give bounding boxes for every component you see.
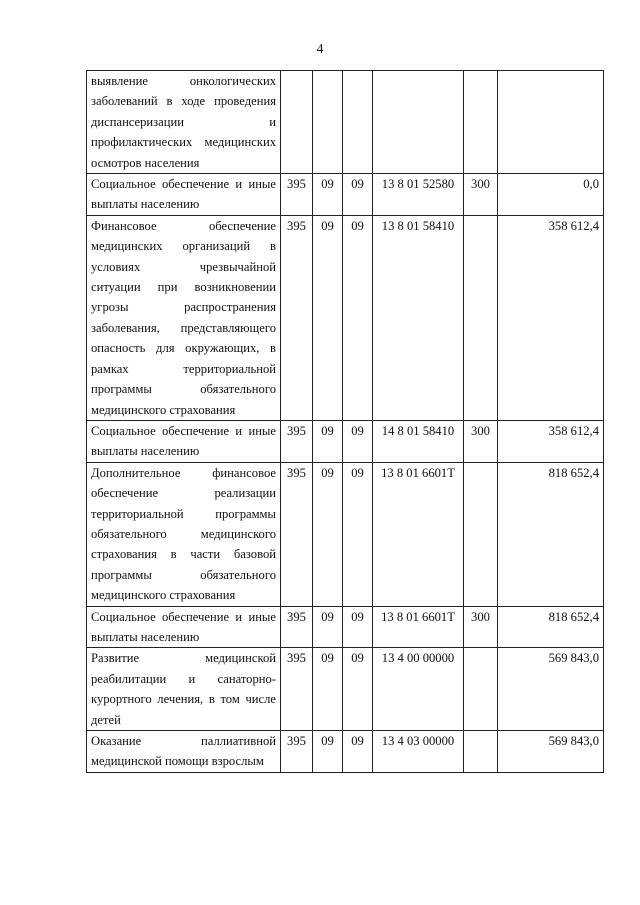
description-line: выплаты населению (91, 444, 200, 459)
amount-value: 569 843,0 (498, 731, 604, 773)
row-description (87, 462, 281, 606)
ministry-code: 395 (281, 648, 313, 731)
expense-type-code (464, 215, 498, 420)
description-line: ситуации при возникновении (91, 280, 276, 295)
description-line: осмотров населения (91, 155, 200, 170)
target-article-code: 13 4 00 00000 (373, 648, 464, 731)
description-line: Социальное обеспечение и иные (91, 423, 276, 438)
amount-value: 358 612,4 (498, 215, 604, 420)
amount-value: 569 843,0 (498, 648, 604, 731)
subsection-code: 09 (343, 462, 373, 606)
ministry-code: 395 (281, 174, 313, 216)
amount-value: 0,0 (498, 174, 604, 216)
description-line: страхования в части базовой (91, 547, 276, 562)
description-line: обеспечение реализации (91, 486, 276, 501)
description-line: территориальной программы (91, 506, 276, 521)
row-description (87, 174, 281, 216)
description-line: детей (91, 712, 121, 727)
description-line: Дополнительное финансовое (91, 465, 276, 480)
description-line: профилактических медицинских (91, 135, 276, 150)
description-line: медицинского страхования (91, 402, 236, 417)
description-line: медицинских организаций в (91, 239, 276, 254)
description-line: курортного лечения, в том числе (91, 692, 276, 707)
table-row (87, 174, 604, 216)
row-description (87, 420, 281, 462)
subsection-code: 09 (343, 606, 373, 648)
table-row (87, 462, 604, 606)
expense-type-code (464, 731, 498, 773)
description-line: медицинской помощи взрослым (91, 754, 264, 769)
subsection-code: 09 (343, 648, 373, 731)
target-article-code: 13 4 03 00000 (373, 731, 464, 773)
expense-type-code (464, 462, 498, 606)
description-line: опасность для окружающих, в (91, 341, 276, 356)
table-row (87, 420, 604, 462)
expense-type-code: 300 (464, 174, 498, 216)
table-row (87, 731, 604, 773)
section-code: 09 (313, 420, 343, 462)
row-description (87, 215, 281, 420)
subsection-code: 09 (343, 731, 373, 773)
target-article-code: 13 8 01 52580 (373, 174, 464, 216)
section-code: 09 (313, 731, 343, 773)
row-description (87, 606, 281, 648)
description-line: условиях чрезвычайной (91, 259, 276, 274)
description-line: Развитие медицинской (91, 651, 276, 666)
row-description (87, 71, 281, 174)
description-line: диспансеризации и (91, 114, 276, 129)
target-article-code: 13 8 01 6601Т (373, 606, 464, 648)
table-row (87, 215, 604, 420)
amount-value: 818 652,4 (498, 462, 604, 606)
subsection-code: 09 (343, 215, 373, 420)
ministry-code: 395 (281, 462, 313, 606)
target-article-code: 13 8 01 58410 (373, 215, 464, 420)
subsection-code: 09 (343, 420, 373, 462)
target-article-code (373, 71, 464, 174)
expense-type-code: 300 (464, 606, 498, 648)
row-description (87, 648, 281, 731)
expense-type-code (464, 71, 498, 174)
target-article-code: 13 8 01 6601Т (373, 462, 464, 606)
description-line: рамках территориальной (91, 361, 276, 376)
table-row (87, 606, 604, 648)
ministry-code: 395 (281, 420, 313, 462)
subsection-code (343, 71, 373, 174)
section-code: 09 (313, 215, 343, 420)
section-code: 09 (313, 606, 343, 648)
description-line: обязательного медицинского (91, 526, 276, 541)
description-line: программы обязательного (91, 382, 276, 397)
amount-value: 818 652,4 (498, 606, 604, 648)
page-number: 4 (316, 42, 324, 57)
description-line: выявление онкологических (91, 74, 276, 88)
description-line: выплаты населению (91, 629, 200, 644)
description-line: заболеваний в ходе проведения (91, 94, 276, 109)
description-line: выплаты населению (91, 197, 200, 212)
table-row (87, 648, 604, 731)
target-article-code: 14 8 01 58410 (373, 420, 464, 462)
description-line: Социальное обеспечение и иные (91, 177, 276, 192)
section-code: 09 (313, 462, 343, 606)
ministry-code: 395 (281, 215, 313, 420)
description-line: реабилитации и санаторно- (91, 671, 276, 686)
section-code: 09 (313, 648, 343, 731)
amount-value (498, 71, 604, 174)
description-line: программы обязательного (91, 567, 276, 582)
row-description (87, 731, 281, 773)
expense-type-code: 300 (464, 420, 498, 462)
budget-table (86, 70, 604, 773)
table-row (87, 71, 604, 174)
description-line: угрозы распространения (91, 300, 276, 315)
description-line: Социальное обеспечение и иные (91, 609, 276, 624)
description-line: медицинского страхования (91, 588, 236, 603)
ministry-code (281, 71, 313, 174)
ministry-code: 395 (281, 606, 313, 648)
subsection-code: 09 (343, 174, 373, 216)
description-line: Финансовое обеспечение (91, 218, 276, 233)
description-line: заболевания, представляющего (91, 320, 276, 335)
description-line: Оказание паллиативной (91, 734, 276, 748)
section-code (313, 71, 343, 174)
ministry-code: 395 (281, 731, 313, 773)
section-code: 09 (313, 174, 343, 216)
expense-type-code (464, 648, 498, 731)
amount-value: 358 612,4 (498, 420, 604, 462)
